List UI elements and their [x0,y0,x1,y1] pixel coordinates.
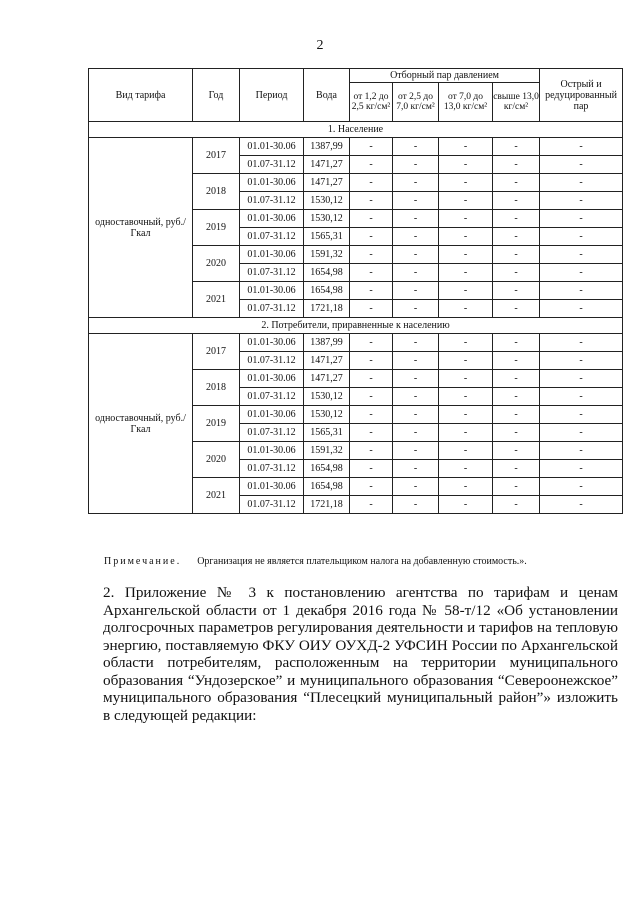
dash-cell: - [493,228,540,246]
dash-cell: - [350,300,393,318]
dash-cell: - [540,246,623,264]
header-sharp-steam: Острый и редуцированный пар [540,69,623,122]
dash-cell: - [393,370,439,388]
dash-cell: - [350,282,393,300]
dash-cell: - [439,264,493,282]
note-text: Организация не является плательщиком налога на добавленную стоимость.». [197,556,527,567]
year-cell: 2019 [193,210,240,246]
section-title-row [89,122,623,138]
tariff-type-cell: одноставочный, руб./Гкал [89,334,193,514]
dash-cell: - [439,478,493,496]
water-value-cell: 1721,18 [304,300,350,318]
period-cell: 01.07-31.12 [240,264,304,282]
dash-cell: - [439,406,493,424]
page-number: 2 [316,38,324,53]
dash-cell: - [393,352,439,370]
period-cell: 01.07-31.12 [240,300,304,318]
dash-cell: - [540,370,623,388]
dash-cell: - [439,496,493,514]
period-cell: 01.07-31.12 [240,156,304,174]
dash-cell: - [393,174,439,192]
water-value-cell: 1654,98 [304,282,350,300]
dash-cell: - [493,192,540,210]
dash-cell: - [350,138,393,156]
dash-cell: - [350,174,393,192]
water-value-cell: 1530,12 [304,388,350,406]
dash-cell: - [350,192,393,210]
period-cell: 01.07-31.12 [240,228,304,246]
period-cell: 01.07-31.12 [240,388,304,406]
period-cell: 01.01-30.06 [240,210,304,228]
section-title-row [89,318,623,334]
dash-cell: - [350,478,393,496]
dash-cell: - [540,156,623,174]
table-row [89,138,623,156]
dash-cell: - [393,388,439,406]
period-cell: 01.01-30.06 [240,282,304,300]
note [104,556,527,567]
year-cell: 2020 [193,442,240,478]
header-type: Вид тарифа [89,69,193,122]
dash-cell: - [493,352,540,370]
dash-cell: - [540,138,623,156]
water-value-cell: 1387,99 [304,334,350,352]
dash-cell: - [350,156,393,174]
dash-cell: - [350,210,393,228]
dash-cell: - [393,282,439,300]
water-value-cell: 1387,99 [304,138,350,156]
dash-cell: - [540,460,623,478]
section-title: 1. Население [89,122,623,138]
water-value-cell: 1471,27 [304,174,350,192]
year-cell: 2018 [193,370,240,406]
dash-cell: - [350,334,393,352]
section-title: 2. Потребители, приравненные к населению [89,318,623,334]
dash-cell: - [393,478,439,496]
tariff-table [88,68,623,514]
dash-cell: - [540,228,623,246]
dash-cell: - [493,282,540,300]
dash-cell: - [540,282,623,300]
dash-cell: - [350,264,393,282]
year-cell: 2018 [193,174,240,210]
dash-cell: - [439,246,493,264]
dash-cell: - [350,406,393,424]
water-value-cell: 1471,27 [304,156,350,174]
dash-cell: - [493,264,540,282]
dash-cell: - [393,496,439,514]
dash-cell: - [350,460,393,478]
dash-cell: - [540,388,623,406]
dash-cell: - [393,406,439,424]
dash-cell: - [350,496,393,514]
period-cell: 01.01-30.06 [240,246,304,264]
dash-cell: - [393,442,439,460]
dash-cell: - [493,210,540,228]
year-cell: 2021 [193,282,240,318]
dash-cell: - [393,192,439,210]
water-value-cell: 1471,27 [304,352,350,370]
period-cell: 01.01-30.06 [240,334,304,352]
header-year: Год [193,69,240,122]
dash-cell: - [439,442,493,460]
dash-cell: - [393,210,439,228]
dash-cell: - [540,424,623,442]
dash-cell: - [540,300,623,318]
dash-cell: - [540,264,623,282]
dash-cell: - [439,334,493,352]
water-value-cell: 1591,32 [304,442,350,460]
header-steam-4: свыше 13,0 кг/см² [493,83,540,122]
tariff-type-cell: одноставочный, руб./Гкал [89,138,193,318]
dash-cell: - [393,334,439,352]
dash-cell: - [350,228,393,246]
dash-cell: - [439,388,493,406]
water-value-cell: 1471,27 [304,370,350,388]
period-cell: 01.01-30.06 [240,138,304,156]
dash-cell: - [540,496,623,514]
header-steam-3: от 7,0 до 13,0 кг/см² [439,83,493,122]
dash-cell: - [493,460,540,478]
dash-cell: - [540,334,623,352]
dash-cell: - [540,174,623,192]
period-cell: 01.07-31.12 [240,460,304,478]
dash-cell: - [439,460,493,478]
water-value-cell: 1721,18 [304,496,350,514]
water-value-cell: 1591,32 [304,246,350,264]
dash-cell: - [393,246,439,264]
dash-cell: - [493,370,540,388]
dash-cell: - [493,478,540,496]
dash-cell: - [493,334,540,352]
period-cell: 01.01-30.06 [240,442,304,460]
dash-cell: - [439,228,493,246]
year-cell: 2021 [193,478,240,514]
dash-cell: - [350,388,393,406]
dash-cell: - [350,352,393,370]
water-value-cell: 1530,12 [304,406,350,424]
dash-cell: - [439,156,493,174]
period-cell: 01.01-30.06 [240,406,304,424]
dash-cell: - [439,192,493,210]
dash-cell: - [393,264,439,282]
period-cell: 01.07-31.12 [240,496,304,514]
dash-cell: - [540,442,623,460]
dash-cell: - [493,138,540,156]
period-cell: 01.01-30.06 [240,174,304,192]
dash-cell: - [540,210,623,228]
dash-cell: - [493,442,540,460]
header-period: Период [240,69,304,122]
dash-cell: - [393,228,439,246]
dash-cell: - [493,156,540,174]
dash-cell: - [493,246,540,264]
water-value-cell: 1565,31 [304,228,350,246]
dash-cell: - [393,460,439,478]
dash-cell: - [439,424,493,442]
dash-cell: - [439,300,493,318]
dash-cell: - [393,424,439,442]
header-steam-1: от 1,2 до 2,5 кг/см² [350,83,393,122]
year-cell: 2017 [193,334,240,370]
dash-cell: - [393,156,439,174]
water-value-cell: 1565,31 [304,424,350,442]
note-label: Примечание. [104,556,182,567]
year-cell: 2017 [193,138,240,174]
water-value-cell: 1530,12 [304,210,350,228]
year-cell: 2019 [193,406,240,442]
header-steam-2: от 2,5 до 7,0 кг/см² [393,83,439,122]
water-value-cell: 1654,98 [304,478,350,496]
dash-cell: - [540,406,623,424]
dash-cell: - [493,174,540,192]
period-cell: 01.01-30.06 [240,370,304,388]
body-paragraph: 2. Приложение № 3 к постановлению агентства по тарифам и ценам Архангельской области от 1 декабря 2016 года № 58-т/12 «Об установлении долгосрочных параметров регулирования деятельности и тарифов на тепловую энергию, поставляемую ФКУ ОИУ ОУХД-2 УФСИН России по Архангельской области потребителям, расположенным на территории муниципального образования “Ундозерское” и муниципального образования “Североонежское” муниципального образования “Плесецкий муниципальный район”» изложить в следующей редакции: [103,584,618,724]
header-water: Вода [304,69,350,122]
dash-cell: - [439,138,493,156]
dash-cell: - [439,370,493,388]
dash-cell: - [393,300,439,318]
dash-cell: - [439,352,493,370]
dash-cell: - [350,246,393,264]
dash-cell: - [350,442,393,460]
header-steam-group: Отборный пар давлением [350,69,540,83]
year-cell: 2020 [193,246,240,282]
dash-cell: - [350,424,393,442]
dash-cell: - [493,424,540,442]
dash-cell: - [493,496,540,514]
dash-cell: - [493,388,540,406]
period-cell: 01.01-30.06 [240,478,304,496]
period-cell: 01.07-31.12 [240,424,304,442]
period-cell: 01.07-31.12 [240,352,304,370]
period-cell: 01.07-31.12 [240,192,304,210]
dash-cell: - [493,300,540,318]
dash-cell: - [493,406,540,424]
dash-cell: - [393,138,439,156]
table-body [89,122,623,514]
water-value-cell: 1654,98 [304,460,350,478]
water-value-cell: 1654,98 [304,264,350,282]
dash-cell: - [439,174,493,192]
dash-cell: - [540,192,623,210]
dash-cell: - [540,352,623,370]
dash-cell: - [540,478,623,496]
table-row [89,334,623,352]
dash-cell: - [439,210,493,228]
dash-cell: - [350,370,393,388]
water-value-cell: 1530,12 [304,192,350,210]
dash-cell: - [439,282,493,300]
